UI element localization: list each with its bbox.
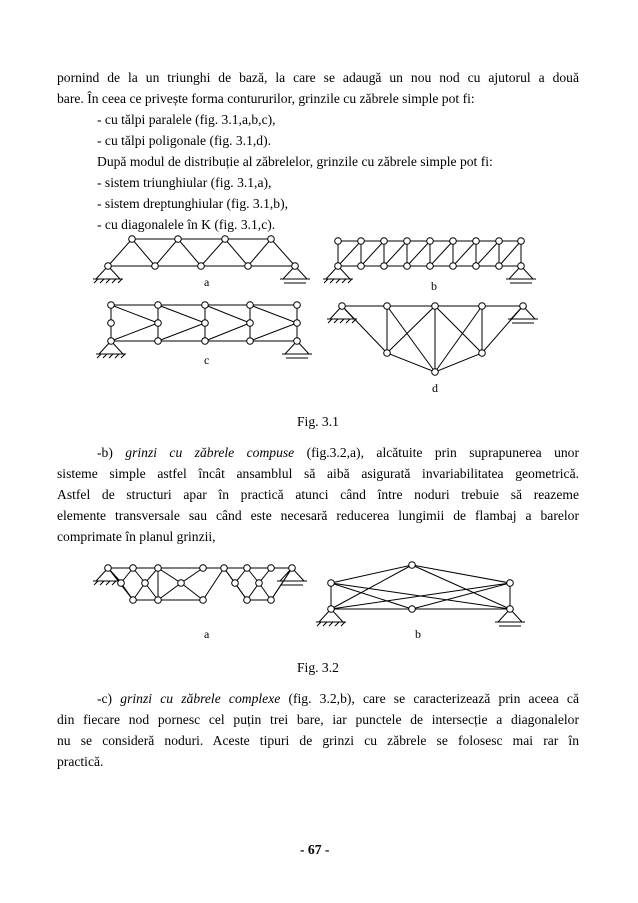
section-b-line-2: sisteme simple astfel încât ansamblul să aibă asigurată invariabilitatea geometrică. — [57, 466, 579, 481]
fig31-label-d: d — [432, 381, 438, 395]
section-c-line-4: practică. — [57, 754, 104, 769]
section-c-line-3: nu se consideră noduri. Aceste tipuri de grinzi cu zăbrele se folosesc mai rar în — [57, 733, 579, 748]
fig32-label-b: b — [415, 627, 421, 641]
section-b-line-1-rest: (fig.3.2,a), alcătuite prin suprapunerea unor — [294, 445, 579, 460]
truss-b-complex — [316, 562, 525, 626]
fig31-label-b: b — [431, 279, 437, 293]
section-b-prefix: -b) — [97, 445, 126, 460]
fig32-caption: Fig. 3.2 — [297, 660, 339, 675]
list-item: - cu tălpi paralele (fig. 3.1,a,b,c), — [97, 112, 276, 127]
section-c-line-1-rest: (fig. 3.2,b), care se caracterizează prin aceea că — [280, 691, 579, 706]
list-item: - cu tălpi poligonale (fig. 3.1,d). — [97, 133, 272, 148]
fig31-label-a: a — [204, 275, 210, 289]
section-c-line-1 — [97, 688, 579, 709]
section-b-term: grinzi cu zăbrele compuse — [125, 445, 295, 460]
fig32-label-a: a — [204, 627, 210, 641]
fig31-label-c: c — [204, 353, 210, 367]
section-b-line-5: comprimate în planul grinzii, — [57, 529, 216, 544]
intro-line-1: pornind de la un triunghi de bază, la care se adaugă un nou nod cu ajutorul a două — [57, 70, 579, 85]
list-item: - cu diagonalele în K (fig. 3.1,c). — [97, 217, 276, 232]
section-b-line-4: elemente transversale sau când este necesară reducerea lungimii de flambaj a barelor — [57, 508, 579, 523]
truss-a-compound — [93, 565, 307, 604]
fig31-caption: Fig. 3.1 — [297, 414, 339, 429]
list-item: - sistem triunghiular (fig. 3.1,a), — [97, 175, 272, 190]
section-c-term: grinzi cu zăbrele complexe — [120, 691, 281, 706]
section-c-prefix: -c) — [97, 691, 121, 706]
intro-line-2: bare. În ceea ce privește forma contururilor, grinzile cu zăbrele simple pot fi: — [57, 91, 475, 106]
list-item: - sistem dreptunghiular (fig. 3.1,b), — [97, 196, 289, 211]
page-number: - 67 - — [300, 842, 330, 857]
section-b-line-3: Astfel de structuri apar în practică atunci când între noduri trebuie să reazeme — [57, 487, 579, 502]
intro-line-3: După modul de distribuție al zăbrelelor, grinzile cu zăbrele simple pot fi: — [97, 154, 493, 169]
section-c-line-2: din fiecare nod pornesc cel puțin trei bare, iar punctele de intersecție a diagonalelor — [57, 712, 579, 727]
